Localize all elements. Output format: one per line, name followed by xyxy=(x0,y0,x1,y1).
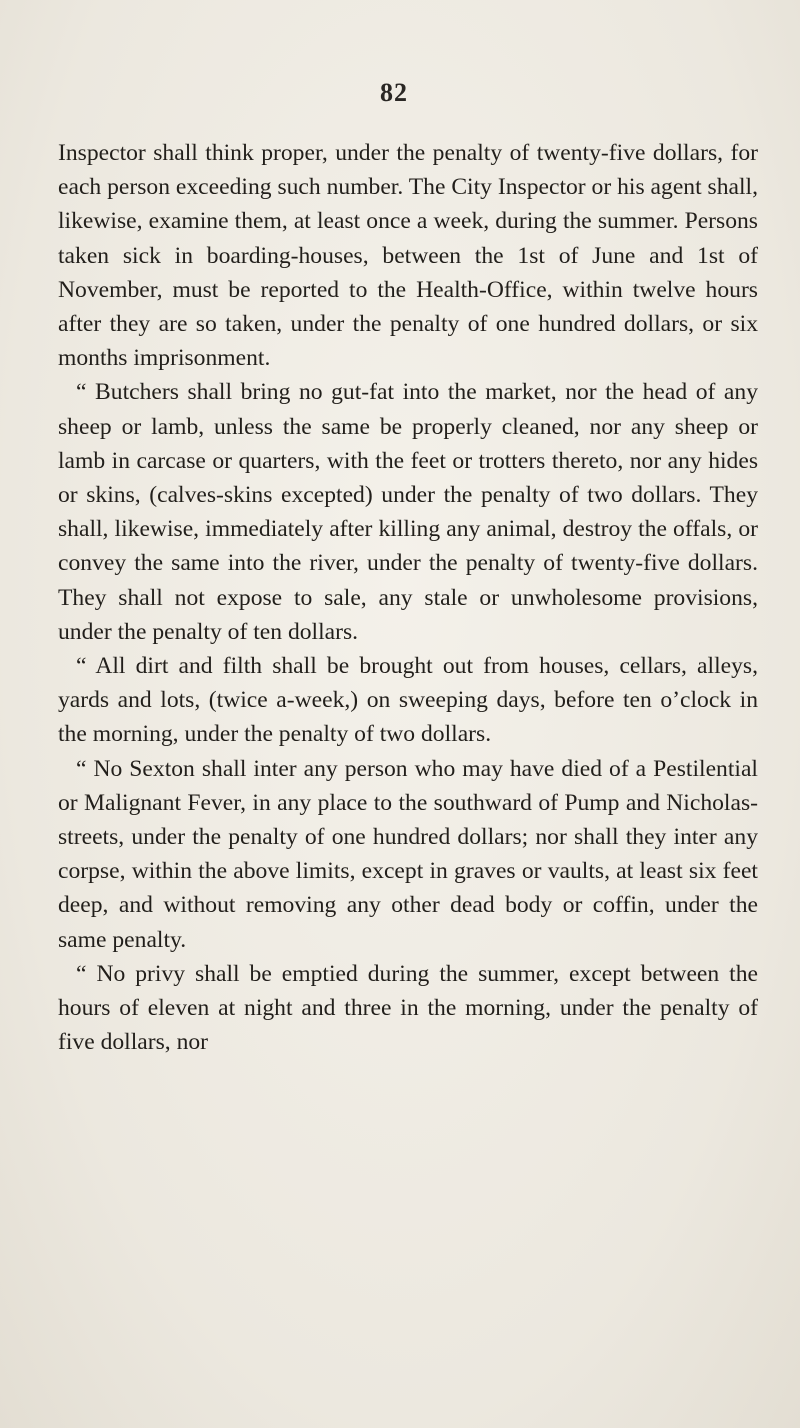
paragraph-privy: “ No privy shall be emptied during the summer, except between the hours of eleven at night and three in the morning, under the penalty of five dollars, nor xyxy=(58,960,758,1056)
paragraph-inspector: Inspector shall think proper, under the penalty of twenty-five dollars, for each person exceeding such number. The City Inspector or his agent shall, likewise, examine them, at least once a week, during the summer. Persons taken sick in boarding-houses, between the 1st of June and 1st of November, must be reported to the Health-Office, within twelve hours after they are so taken, under the penalty of one hundred dollars, or six months imprisonment. xyxy=(58,140,758,372)
paragraph-dirt-filth: “ All dirt and filth shall be brought out from houses, cellars, alleys, yards and lots, (twice a-week,) on sweeping days, before ten o’clock in the morning, under the penalty of two dollars. xyxy=(58,653,758,748)
paragraph-butchers: “ Butchers shall bring no gut-fat into the market, nor the head of any sheep or lamb, unless the same be properly cleaned, nor any sheep or lamb in carcase or quarters, with the feet or trotters thereto, nor any hides or skins, (calves-skins excepted) under the penalty of two dollars. They shall, likewise, immediately after killing any animal, destroy the offals, or convey the same into the river, under the penalty of twenty-five dollars. They shall not expose to sale, any stale or unwholesome provisions, under the penalty of ten dollars. xyxy=(58,379,758,645)
paragraph-sexton: “ No Sexton shall inter any person who may have died of a Pestilential or Malignant Fever, in any place to the southward of Pump and Nicholas-streets, under the penalty of one hundred dollars; nor shall they inter any corpse, within the above limits, except in graves or vaults, at least six feet deep, and without removing any other dead body or coffin, under the same penalty. xyxy=(58,755,758,953)
page-number: 82 xyxy=(380,78,408,107)
page-body xyxy=(58,136,758,1059)
